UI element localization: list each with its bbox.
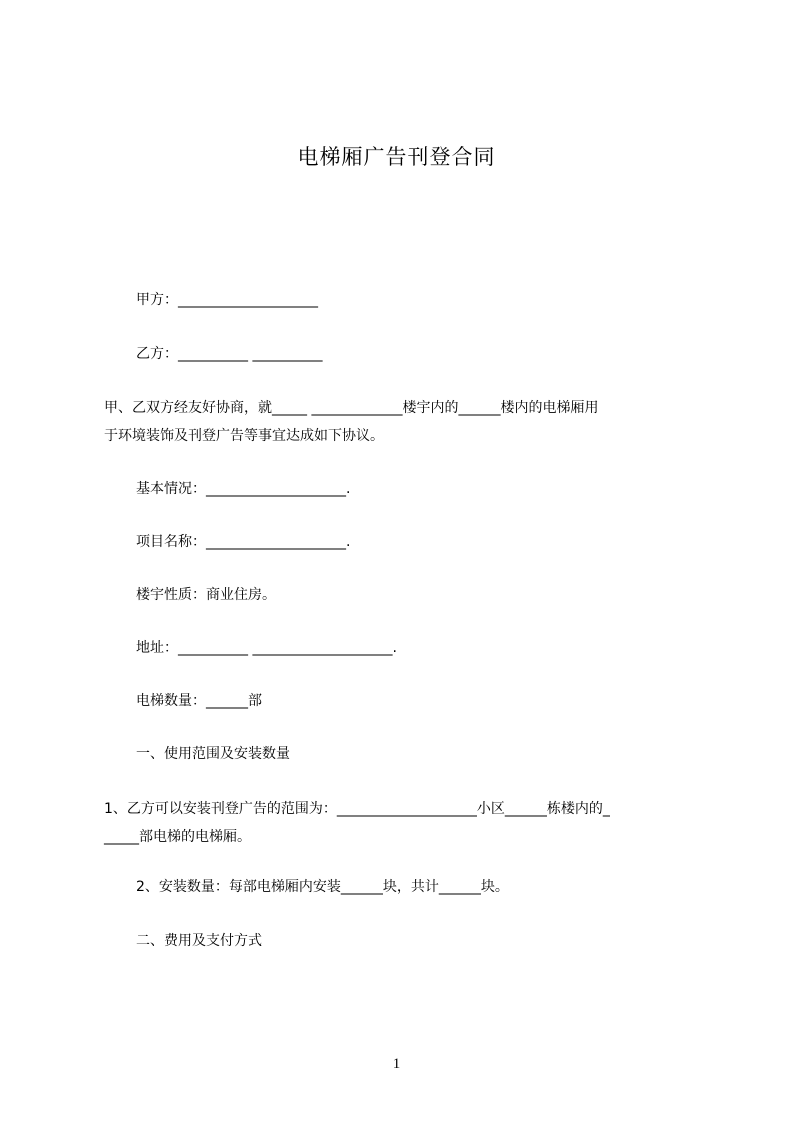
basic-info-line: 基本情况：____________________. xyxy=(136,481,351,497)
section-1-heading: 一、使用范围及安装数量 xyxy=(136,746,290,762)
project-name-line: 项目名称：____________________. xyxy=(136,534,351,550)
party-b-line: 乙方：__________ __________ xyxy=(136,346,323,362)
item-1-paragraph xyxy=(104,795,704,851)
intro-line-1: 甲、乙双方经友好协商，就_____ _____________楼宇内的______楼内的电梯厢用 xyxy=(104,400,599,416)
party-a-line: 甲方：____________________ xyxy=(136,292,318,308)
address-line: 地址：__________ ____________________. xyxy=(136,640,397,656)
item-1-line-2: _____部电梯的电梯厢。 xyxy=(104,829,251,845)
item-1-line-1: 1、乙方可以安装刊登广告的范围为：____________________小区______栋楼内的_ xyxy=(104,801,610,817)
elevator-count-line: 电梯数量：______部 xyxy=(136,693,262,709)
intro-line-2: 于环境装饰及刊登广告等事宜达成如下协议。 xyxy=(104,428,384,444)
building-nature-line: 楼宇性质：商业住房。 xyxy=(136,587,276,603)
document-title: 电梯厢广告刊登合同 xyxy=(297,145,496,169)
intro-paragraph xyxy=(104,394,704,450)
section-2-heading: 二、费用及支付方式 xyxy=(136,933,262,949)
page-number: 1 xyxy=(392,1056,401,1072)
item-2-line: 2、安装数量：每部电梯厢内安装______块，共计______块。 xyxy=(136,879,509,895)
